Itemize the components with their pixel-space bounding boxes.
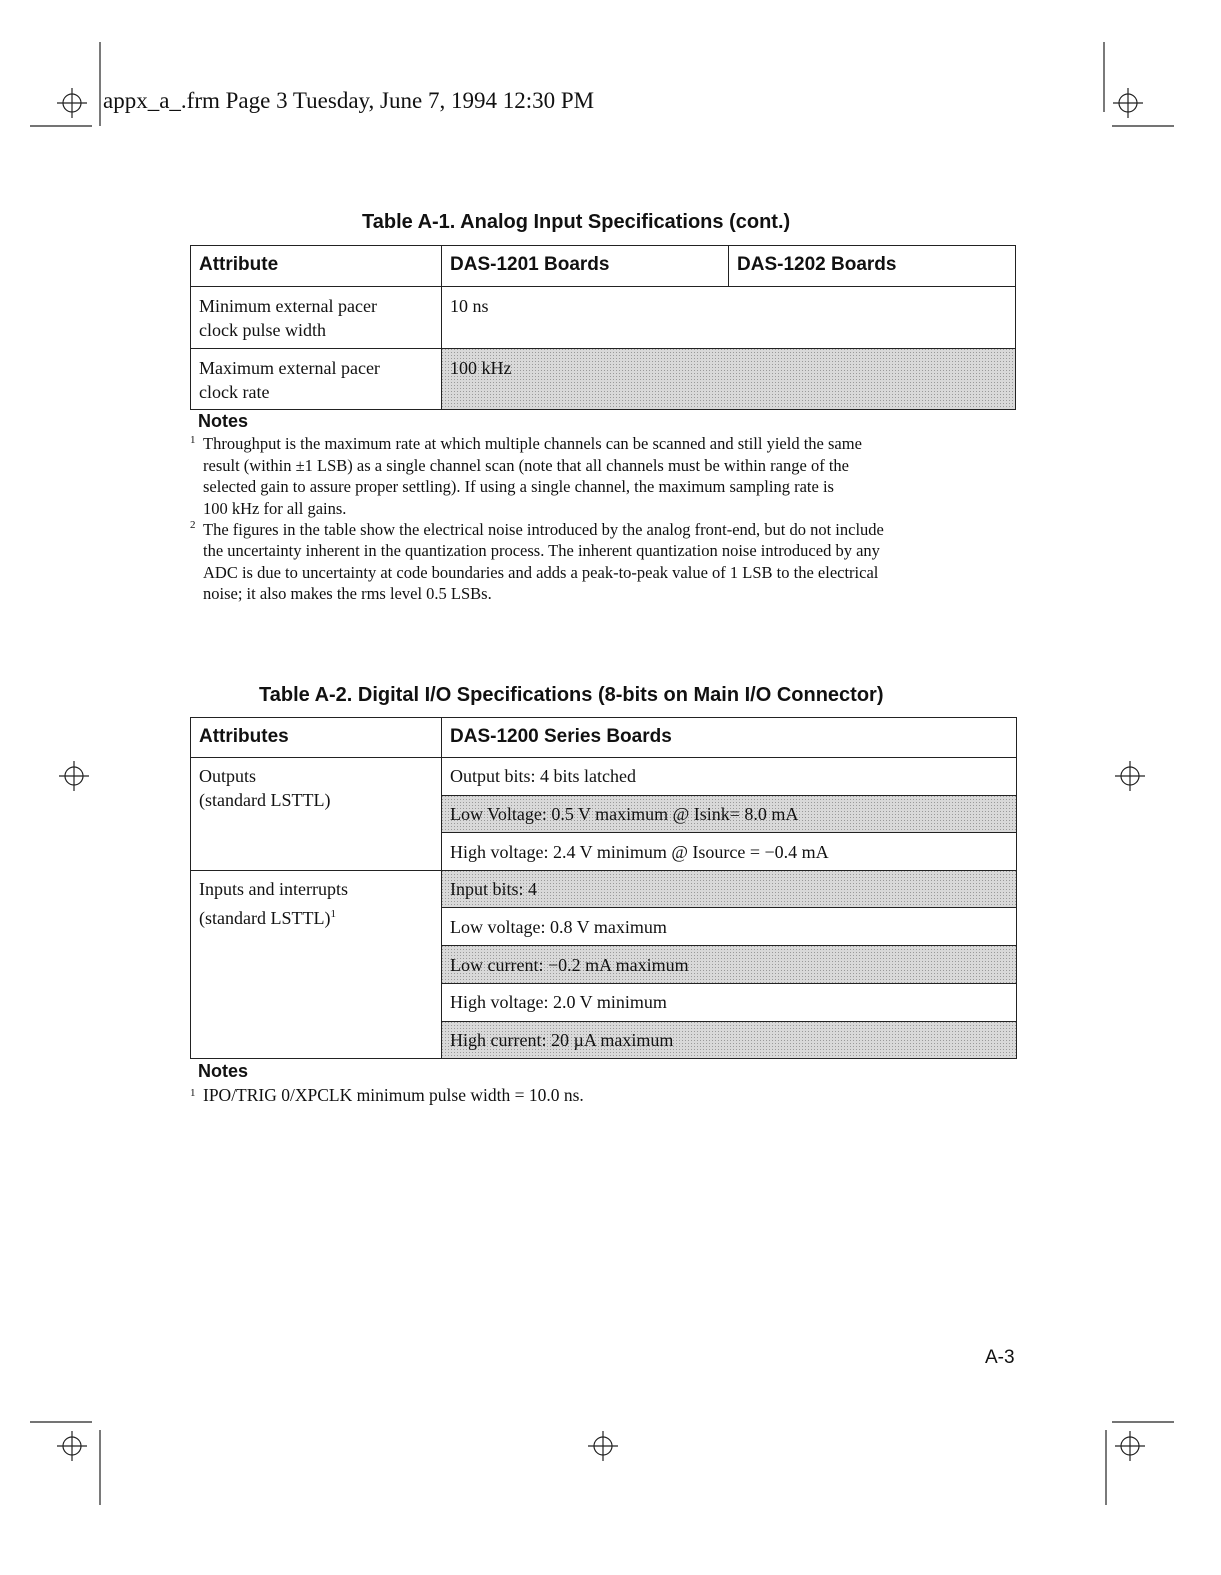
note-2-line-2: the uncertainty inherent in the quantization process. The inherent quantization noise introduced by any: [203, 541, 880, 560]
note-marker: 2: [190, 519, 196, 531]
note-2-line-3: ADC is due to uncertainty at code boundaries and adds a peak-to-peak value of 1 LSB to the electrical: [203, 563, 879, 582]
table-a1-header-das1202: DAS-1202 Boards: [737, 254, 897, 275]
table-a1-row1-value: 10 ns: [450, 296, 489, 316]
table-a2-inputs-value-3: Low current: −0.2 mA maximum: [450, 955, 689, 975]
page-number: A-3: [985, 1347, 1015, 1368]
table-a2-inputs-attr-footnote: 1: [330, 908, 336, 920]
note-2-line-4: noise; it also makes the rms level 0.5 LSBs.: [203, 584, 492, 603]
table-a2-inputs-value-5: High current: 20 µA maximum: [450, 1030, 674, 1050]
table-a2-title: Table A-2. Digital I/O Specifications (8-bits on Main I/O Connector): [259, 684, 884, 706]
table-a1-row1-attr-line1: Minimum external pacer: [199, 296, 377, 316]
table-a2-inputs-value-4: High voltage: 2.0 V minimum: [450, 992, 667, 1012]
table-a1-row2-value: 100 kHz: [450, 358, 512, 378]
table-a2-inputs-attr-line1: Inputs and interrupts: [199, 879, 348, 899]
note-1-line-1: Throughput is the maximum rate at which multiple channels can be scanned and still yield the same: [203, 434, 862, 453]
note-1-line-4: 100 kHz for all gains.: [203, 499, 347, 518]
table-a2-outputs-attr-line2: (standard LSTTL): [199, 790, 331, 810]
table-a2-outputs-value-3: High voltage: 2.4 V minimum @ Isource = −0.4 mA: [450, 842, 829, 862]
table-a2-outputs-value-2: Low Voltage: 0.5 V maximum @ Isink= 8.0 mA: [450, 804, 799, 824]
table-a2-inputs-value-1: Input bits: 4: [450, 879, 538, 899]
table-a1-header-das1201: DAS-1201 Boards: [450, 254, 610, 275]
table-a2-header-attributes: Attributes: [199, 726, 289, 747]
table-a2-outputs-attr-line1: Outputs: [199, 766, 257, 786]
table-a1-row2-attr-line2: clock rate: [199, 382, 270, 402]
table-a1-row2-shade: [441, 348, 1015, 409]
note-1-line-2: result (within ±1 LSB) as a single channel scan (note that all channels must be within range of the: [203, 456, 849, 475]
table-a2-inputs-value-2: Low voltage: 0.8 V maximum: [450, 917, 667, 937]
table-a2-header-das1200: DAS-1200 Series Boards: [450, 726, 672, 747]
note-2-line-1: The figures in the table show the electrical noise introduced by the analog front-end, but do not include: [203, 520, 884, 539]
note-1-line-3: selected gain to assure proper settling). If using a single channel, the maximum sampling rate is: [203, 477, 834, 496]
note-marker: 1: [190, 1087, 196, 1099]
page-header: appx_a_.frm Page 3 Tuesday, June 7, 1994 12:30 PM: [103, 88, 595, 113]
table-a2-outputs-value-1: Output bits: 4 bits latched: [450, 766, 636, 786]
table-a2-inputs-attr-line2: (standard LSTTL): [199, 908, 331, 928]
table-a2-note-1: IPO/TRIG 0/XPCLK minimum pulse width = 10.0 ns.: [203, 1085, 584, 1105]
note-marker: 1: [190, 434, 196, 446]
table-a1-row2-attr-line1: Maximum external pacer: [199, 358, 380, 378]
table-a1-header-attribute: Attribute: [199, 254, 279, 275]
table-a2-inputs-attr-line2-wrap: [199, 902, 336, 930]
table-a1-notes-label: Notes: [198, 411, 249, 431]
table-a1-title: Table A-1. Analog Input Specifications (cont.): [362, 211, 791, 233]
table-a1-row1-attr-line2: clock pulse width: [199, 320, 326, 340]
table-a2-notes-label: Notes: [198, 1061, 249, 1081]
